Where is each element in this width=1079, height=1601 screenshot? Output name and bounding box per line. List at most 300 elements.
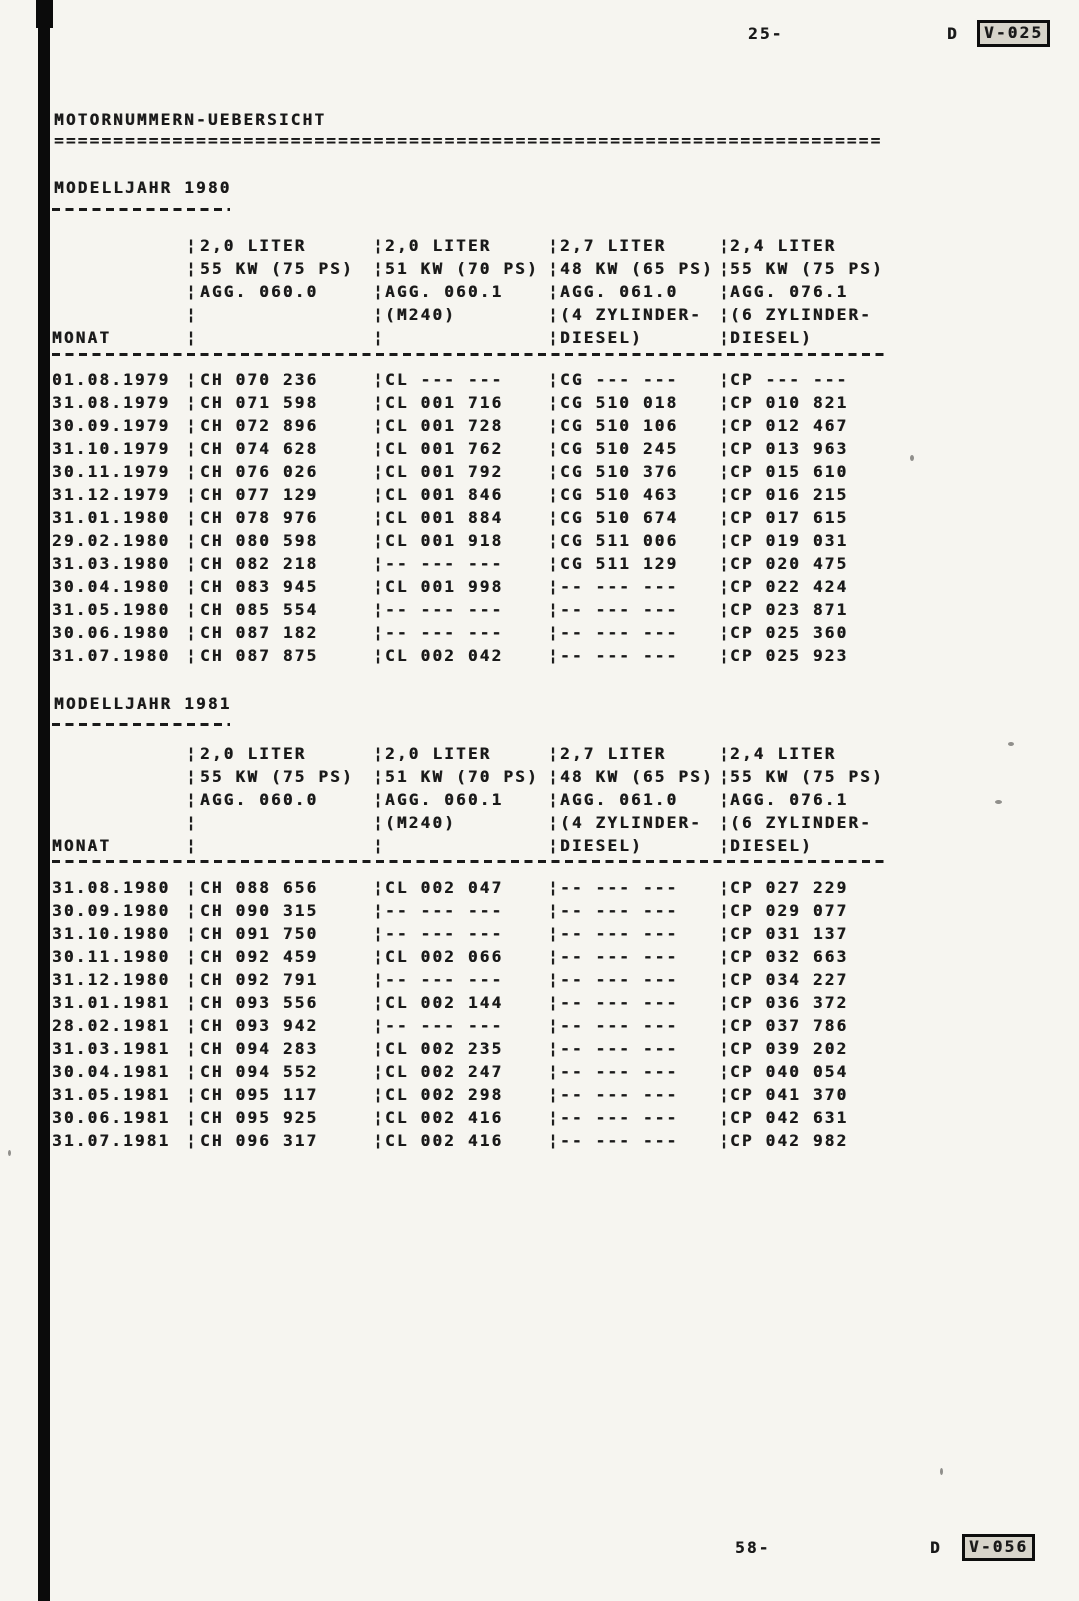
engine-number-cell: -- --- --- <box>385 901 504 920</box>
column-separator: ¦ <box>719 282 731 301</box>
column-separator: ¦ <box>186 508 198 527</box>
table-header-row <box>52 234 880 257</box>
column-separator: ¦ <box>186 813 198 832</box>
monat-header-cell <box>52 742 186 765</box>
date-cell: 31.12.1979 <box>52 485 171 504</box>
engine-number-cell: CL 001 762 <box>385 439 504 458</box>
engine-column-header-cell: 55 KW (75 PS) <box>730 767 884 786</box>
engine-column-header-cell <box>200 326 373 349</box>
engine-column-header-cell: 55 KW (75 PS) <box>730 259 884 278</box>
monat-header-cell <box>52 765 186 788</box>
monat-header-cell: MONAT <box>52 328 112 347</box>
column-separator: ¦ <box>719 1108 731 1127</box>
engine-number-cell: CL 001 792 <box>385 462 504 481</box>
engine-number-cell: CP 031 137 <box>730 924 849 943</box>
date-cell: 30.09.1980 <box>52 901 171 920</box>
bottom-doc-letter: D <box>930 1538 942 1557</box>
engine-number-cell: CH 091 750 <box>200 924 319 943</box>
engine-column-header-cell: 2,4 LITER <box>730 236 837 255</box>
date-cell: 31.03.1980 <box>52 554 171 573</box>
column-separator: ¦ <box>373 1108 385 1127</box>
engine-column-header-cell: 2,0 LITER <box>200 236 307 255</box>
monat-header-cell <box>52 303 186 326</box>
column-separator: ¦ <box>186 282 198 301</box>
column-separator: ¦ <box>373 600 385 619</box>
engine-number-cell: CP 032 663 <box>730 947 849 966</box>
date-cell: 31.08.1980 <box>52 878 171 897</box>
column-separator: ¦ <box>548 947 560 966</box>
engine-number-cell: -- --- --- <box>560 577 679 596</box>
table-header <box>52 234 884 349</box>
engine-number-cell: CP 027 229 <box>730 878 849 897</box>
table-row <box>52 506 880 529</box>
engine-number-cell: CL 002 416 <box>385 1131 504 1150</box>
engine-number-cell: -- --- --- <box>560 947 679 966</box>
engine-number-cell: CH 080 598 <box>200 531 319 550</box>
column-separator: ¦ <box>373 416 385 435</box>
engine-number-cell: -- --- --- <box>560 623 679 642</box>
column-separator: ¦ <box>186 485 198 504</box>
column-separator: ¦ <box>719 305 731 324</box>
column-separator: ¦ <box>719 993 731 1012</box>
engine-number-cell: -- --- --- <box>560 1016 679 1035</box>
table-row <box>52 1014 880 1037</box>
engine-number-cell: CH 085 554 <box>200 600 319 619</box>
column-separator: ¦ <box>548 416 560 435</box>
engine-number-cell: CP 042 631 <box>730 1108 849 1127</box>
engine-number-cell: -- --- --- <box>385 1016 504 1035</box>
table-row <box>52 575 880 598</box>
engine-column-header-cell: AGG. 060.1 <box>385 790 504 809</box>
column-separator: ¦ <box>719 259 731 278</box>
column-separator: ¦ <box>719 947 731 966</box>
column-separator: ¦ <box>373 1039 385 1058</box>
section-title-1981: MODELLJAHR 1981 <box>54 694 232 713</box>
engine-number-cell: CL 002 235 <box>385 1039 504 1058</box>
column-separator: ¦ <box>373 259 385 278</box>
table-header-row <box>52 811 880 834</box>
engine-number-cell: CP 037 786 <box>730 1016 849 1035</box>
date-cell: 31.05.1981 <box>52 1085 171 1104</box>
engine-number-cell: CP --- --- <box>730 370 849 389</box>
column-separator: ¦ <box>548 305 560 324</box>
column-separator: ¦ <box>548 1039 560 1058</box>
column-separator: ¦ <box>548 623 560 642</box>
table-header-row <box>52 788 880 811</box>
engine-column-header-cell <box>200 834 373 857</box>
engine-number-cell: CH 082 218 <box>200 554 319 573</box>
engine-number-cell: CL 002 416 <box>385 1108 504 1127</box>
engine-number-cell: CP 017 615 <box>730 508 849 527</box>
engine-number-cell: -- --- --- <box>560 646 679 665</box>
table-row <box>52 414 880 437</box>
engine-number-cell: CH 074 628 <box>200 439 319 458</box>
date-cell: 31.07.1981 <box>52 1131 171 1150</box>
engine-number-cell: CP 022 424 <box>730 577 849 596</box>
engine-number-cell: CG 510 245 <box>560 439 679 458</box>
column-separator: ¦ <box>719 439 731 458</box>
column-separator: ¦ <box>719 485 731 504</box>
scan-speck <box>8 1150 11 1156</box>
engine-column-header-cell: DIESEL) <box>730 836 813 855</box>
engine-column-header-cell: AGG. 060.0 <box>200 282 319 301</box>
engine-column-header-cell: (4 ZYLINDER- <box>560 305 702 324</box>
monat-header-cell <box>52 234 186 257</box>
engine-number-cell: CH 083 945 <box>200 577 319 596</box>
table-row <box>52 391 880 414</box>
table-body <box>52 368 880 667</box>
header-separator-rule <box>52 353 885 356</box>
table-header-row <box>52 326 880 349</box>
column-separator: ¦ <box>186 878 198 897</box>
engine-number-cell: CP 016 215 <box>730 485 849 504</box>
column-separator: ¦ <box>373 1085 385 1104</box>
column-separator: ¦ <box>548 646 560 665</box>
column-separator: ¦ <box>719 767 731 786</box>
title-double-rule: ====================================================================== <box>54 131 883 150</box>
column-separator: ¦ <box>373 508 385 527</box>
table-header-row <box>52 257 884 280</box>
table-row <box>52 945 880 968</box>
column-separator: ¦ <box>373 1016 385 1035</box>
column-separator: ¦ <box>186 328 198 347</box>
engine-column-header-cell: 48 KW (65 PS) <box>560 767 714 786</box>
bottom-page-number: 58- <box>735 1538 771 1557</box>
column-separator: ¦ <box>373 1131 385 1150</box>
section-title-rule <box>52 208 230 211</box>
column-separator: ¦ <box>186 901 198 920</box>
column-separator: ¦ <box>186 577 198 596</box>
column-separator: ¦ <box>186 1131 198 1150</box>
column-separator: ¦ <box>186 462 198 481</box>
column-separator: ¦ <box>373 813 385 832</box>
column-separator: ¦ <box>373 790 385 809</box>
column-separator: ¦ <box>548 813 560 832</box>
date-cell: 30.06.1980 <box>52 623 171 642</box>
column-separator: ¦ <box>548 1085 560 1104</box>
engine-column-header-cell: (4 ZYLINDER- <box>560 813 702 832</box>
column-separator: ¦ <box>719 646 731 665</box>
section-title-1980: MODELLJAHR 1980 <box>54 178 232 197</box>
engine-number-cell: CH 093 556 <box>200 993 319 1012</box>
engine-column-header-cell: (M240) <box>385 813 456 832</box>
column-separator: ¦ <box>719 328 731 347</box>
column-separator: ¦ <box>548 328 560 347</box>
column-separator: ¦ <box>548 790 560 809</box>
column-separator: ¦ <box>186 646 198 665</box>
header-separator-rule <box>52 860 885 863</box>
date-cell: 30.09.1979 <box>52 416 171 435</box>
engine-number-cell: -- --- --- <box>560 1039 679 1058</box>
scan-speck <box>995 800 1002 804</box>
engine-number-cell: CP 025 923 <box>730 646 849 665</box>
column-separator: ¦ <box>719 416 731 435</box>
engine-number-cell: CL 001 918 <box>385 531 504 550</box>
table-header-row <box>52 303 880 326</box>
engine-number-cell: CH 076 026 <box>200 462 319 481</box>
engine-number-cell: -- --- --- <box>385 924 504 943</box>
engine-number-cell: CL 001 846 <box>385 485 504 504</box>
table-row <box>52 991 880 1014</box>
page-title: MOTORNUMMERN-UEBERSICHT <box>54 110 327 129</box>
table-row <box>52 1037 880 1060</box>
engine-number-cell: CH 095 117 <box>200 1085 319 1104</box>
monat-header-cell <box>52 280 186 303</box>
engine-number-cell: CP 029 077 <box>730 901 849 920</box>
monat-header-cell <box>52 257 186 280</box>
column-separator: ¦ <box>186 970 198 989</box>
date-cell: 31.01.1981 <box>52 993 171 1012</box>
table-row <box>52 529 880 552</box>
column-separator: ¦ <box>719 1062 731 1081</box>
column-separator: ¦ <box>548 531 560 550</box>
engine-number-cell: CG 511 006 <box>560 531 679 550</box>
engine-number-cell: -- --- --- <box>560 993 679 1012</box>
column-separator: ¦ <box>548 236 560 255</box>
date-cell: 31.01.1980 <box>52 508 171 527</box>
column-separator: ¦ <box>548 393 560 412</box>
table-row <box>52 1083 880 1106</box>
engine-column-header-cell: 2,0 LITER <box>385 744 492 763</box>
column-separator: ¦ <box>186 531 198 550</box>
column-separator: ¦ <box>186 1016 198 1035</box>
column-separator: ¦ <box>548 282 560 301</box>
column-separator: ¦ <box>548 767 560 786</box>
engine-number-cell: CP 025 360 <box>730 623 849 642</box>
date-cell: 31.10.1979 <box>52 439 171 458</box>
engine-column-header-cell: 51 KW (70 PS) <box>385 767 539 786</box>
column-separator: ¦ <box>548 508 560 527</box>
engine-number-cell: CG 510 463 <box>560 485 679 504</box>
column-separator: ¦ <box>186 439 198 458</box>
engine-number-cell: CP 012 467 <box>730 416 849 435</box>
engine-number-cell: CH 094 283 <box>200 1039 319 1058</box>
engine-column-header-cell: 48 KW (65 PS) <box>560 259 714 278</box>
engine-number-cell: CL 001 716 <box>385 393 504 412</box>
table-row <box>52 968 880 991</box>
table-header-row <box>52 765 884 788</box>
engine-column-header-cell: AGG. 076.1 <box>730 282 849 301</box>
column-separator: ¦ <box>373 947 385 966</box>
column-separator: ¦ <box>373 485 385 504</box>
engine-column-header-cell: (M240) <box>385 305 456 324</box>
engine-number-cell: CP 039 202 <box>730 1039 849 1058</box>
column-separator: ¦ <box>548 439 560 458</box>
column-separator: ¦ <box>548 1108 560 1127</box>
engine-number-cell: -- --- --- <box>560 924 679 943</box>
engine-number-cell: CP 036 372 <box>730 993 849 1012</box>
engine-column-header-cell: DIESEL) <box>730 328 813 347</box>
column-separator: ¦ <box>719 508 731 527</box>
column-separator: ¦ <box>548 600 560 619</box>
date-cell: 31.03.1981 <box>52 1039 171 1058</box>
column-separator: ¦ <box>373 554 385 573</box>
engine-column-header-cell: AGG. 060.0 <box>200 790 319 809</box>
table-row <box>52 922 880 945</box>
column-separator: ¦ <box>373 577 385 596</box>
top-page-number: 25- <box>748 24 784 43</box>
engine-number-cell: CH 070 236 <box>200 370 319 389</box>
column-separator: ¦ <box>373 878 385 897</box>
monat-header-cell <box>52 788 186 811</box>
date-cell: 30.04.1981 <box>52 1062 171 1081</box>
date-cell: 30.11.1979 <box>52 462 171 481</box>
engine-column-header-cell: AGG. 061.0 <box>560 282 679 301</box>
column-separator: ¦ <box>373 328 385 347</box>
engine-number-cell: CG 510 106 <box>560 416 679 435</box>
table-row <box>52 368 880 391</box>
engine-number-cell: -- --- --- <box>560 878 679 897</box>
engine-column-header-cell: 2,0 LITER <box>385 236 492 255</box>
table-row <box>52 1106 880 1129</box>
top-doc-letter: D <box>947 24 959 43</box>
column-separator: ¦ <box>548 462 560 481</box>
column-separator: ¦ <box>548 554 560 573</box>
table-row <box>52 552 880 575</box>
engine-number-cell: CH 092 791 <box>200 970 319 989</box>
engine-number-cell: CG 510 376 <box>560 462 679 481</box>
monat-header-cell: MONAT <box>52 836 112 855</box>
column-separator: ¦ <box>373 236 385 255</box>
engine-number-cell: CL 002 066 <box>385 947 504 966</box>
column-separator: ¦ <box>548 744 560 763</box>
engine-number-cell: CG --- --- <box>560 370 679 389</box>
column-separator: ¦ <box>548 370 560 389</box>
column-separator: ¦ <box>186 554 198 573</box>
engine-number-cell: CG 511 129 <box>560 554 679 573</box>
column-separator: ¦ <box>719 600 731 619</box>
engine-column-header-cell: AGG. 076.1 <box>730 790 849 809</box>
engine-number-cell: CP 013 963 <box>730 439 849 458</box>
engine-number-cell: CL 002 144 <box>385 993 504 1012</box>
monat-header-cell <box>52 811 186 834</box>
engine-number-cell: -- --- --- <box>560 600 679 619</box>
engine-number-cell: -- --- --- <box>560 1131 679 1150</box>
column-separator: ¦ <box>548 577 560 596</box>
engine-number-cell: CP 040 054 <box>730 1062 849 1081</box>
column-separator: ¦ <box>186 416 198 435</box>
column-separator: ¦ <box>186 947 198 966</box>
table-row <box>52 598 880 621</box>
column-separator: ¦ <box>186 836 198 855</box>
engine-number-cell: CL 001 884 <box>385 508 504 527</box>
engine-number-cell: CG 510 674 <box>560 508 679 527</box>
column-separator: ¦ <box>186 1108 198 1127</box>
column-separator: ¦ <box>373 393 385 412</box>
scan-edge-notch <box>36 0 53 28</box>
engine-number-cell: CL 002 047 <box>385 878 504 897</box>
engine-number-cell: CH 094 552 <box>200 1062 319 1081</box>
engine-number-cell: -- --- --- <box>560 1108 679 1127</box>
column-separator: ¦ <box>548 259 560 278</box>
column-separator: ¦ <box>186 600 198 619</box>
column-separator: ¦ <box>548 1016 560 1035</box>
engine-column-header-cell: 51 KW (70 PS) <box>385 259 539 278</box>
date-cell: 31.07.1980 <box>52 646 171 665</box>
column-separator: ¦ <box>373 924 385 943</box>
column-separator: ¦ <box>548 1062 560 1081</box>
table-row <box>52 899 880 922</box>
scan-speck <box>940 1468 943 1475</box>
engine-column-header-cell: 2,7 LITER <box>560 744 667 763</box>
engine-number-cell: CL --- --- <box>385 370 504 389</box>
engine-number-cell: -- --- --- <box>560 970 679 989</box>
date-cell: 31.10.1980 <box>52 924 171 943</box>
engine-number-cell: CG 510 018 <box>560 393 679 412</box>
column-separator: ¦ <box>186 744 198 763</box>
engine-column-header-cell: DIESEL) <box>560 836 643 855</box>
engine-number-cell: CL 002 247 <box>385 1062 504 1081</box>
column-separator: ¦ <box>373 970 385 989</box>
engine-column-header-cell <box>385 834 548 857</box>
date-cell: 28.02.1981 <box>52 1016 171 1035</box>
column-separator: ¦ <box>719 393 731 412</box>
column-separator: ¦ <box>373 836 385 855</box>
column-separator: ¦ <box>186 305 198 324</box>
engine-column-header-cell: 2,7 LITER <box>560 236 667 255</box>
engine-number-cell: -- --- --- <box>385 970 504 989</box>
date-cell: 30.06.1981 <box>52 1108 171 1127</box>
column-separator: ¦ <box>373 993 385 1012</box>
engine-column-header-cell: 55 KW (75 PS) <box>200 259 354 278</box>
column-separator: ¦ <box>548 901 560 920</box>
column-separator: ¦ <box>548 836 560 855</box>
table-row <box>52 437 880 460</box>
column-separator: ¦ <box>186 370 198 389</box>
engine-number-cell: CH 071 598 <box>200 393 319 412</box>
date-cell: 31.08.1979 <box>52 393 171 412</box>
column-separator: ¦ <box>548 993 560 1012</box>
column-separator: ¦ <box>373 1062 385 1081</box>
column-separator: ¦ <box>186 767 198 786</box>
date-cell: 31.05.1980 <box>52 600 171 619</box>
column-separator: ¦ <box>186 236 198 255</box>
column-separator: ¦ <box>186 1085 198 1104</box>
column-separator: ¦ <box>719 531 731 550</box>
table-row <box>52 483 880 506</box>
column-separator: ¦ <box>719 370 731 389</box>
engine-column-header-cell: (6 ZYLINDER- <box>730 813 872 832</box>
column-separator: ¦ <box>548 485 560 504</box>
engine-column-header-cell <box>200 303 373 326</box>
scan-speck <box>910 455 914 461</box>
engine-number-cell: CH 096 317 <box>200 1131 319 1150</box>
column-separator: ¦ <box>719 1039 731 1058</box>
column-separator: ¦ <box>719 790 731 809</box>
engine-number-cell: CP 015 610 <box>730 462 849 481</box>
table-body <box>52 876 880 1152</box>
table-row <box>52 876 880 899</box>
engine-number-cell: CL 001 728 <box>385 416 504 435</box>
engine-number-cell: CP 034 227 <box>730 970 849 989</box>
column-separator: ¦ <box>719 878 731 897</box>
column-separator: ¦ <box>719 901 731 920</box>
engine-column-header-cell: DIESEL) <box>560 328 643 347</box>
engine-number-cell: CH 093 942 <box>200 1016 319 1035</box>
column-separator: ¦ <box>719 924 731 943</box>
column-separator: ¦ <box>186 259 198 278</box>
engine-column-header-cell: 2,4 LITER <box>730 744 837 763</box>
engine-number-cell: CL 001 998 <box>385 577 504 596</box>
engine-number-cell: CP 041 370 <box>730 1085 849 1104</box>
engine-number-cell: -- --- --- <box>560 1085 679 1104</box>
engine-number-cell: CP 020 475 <box>730 554 849 573</box>
column-separator: ¦ <box>186 993 198 1012</box>
column-separator: ¦ <box>373 901 385 920</box>
column-separator: ¦ <box>186 1062 198 1081</box>
engine-column-header-cell <box>200 811 373 834</box>
engine-number-cell: CH 095 925 <box>200 1108 319 1127</box>
